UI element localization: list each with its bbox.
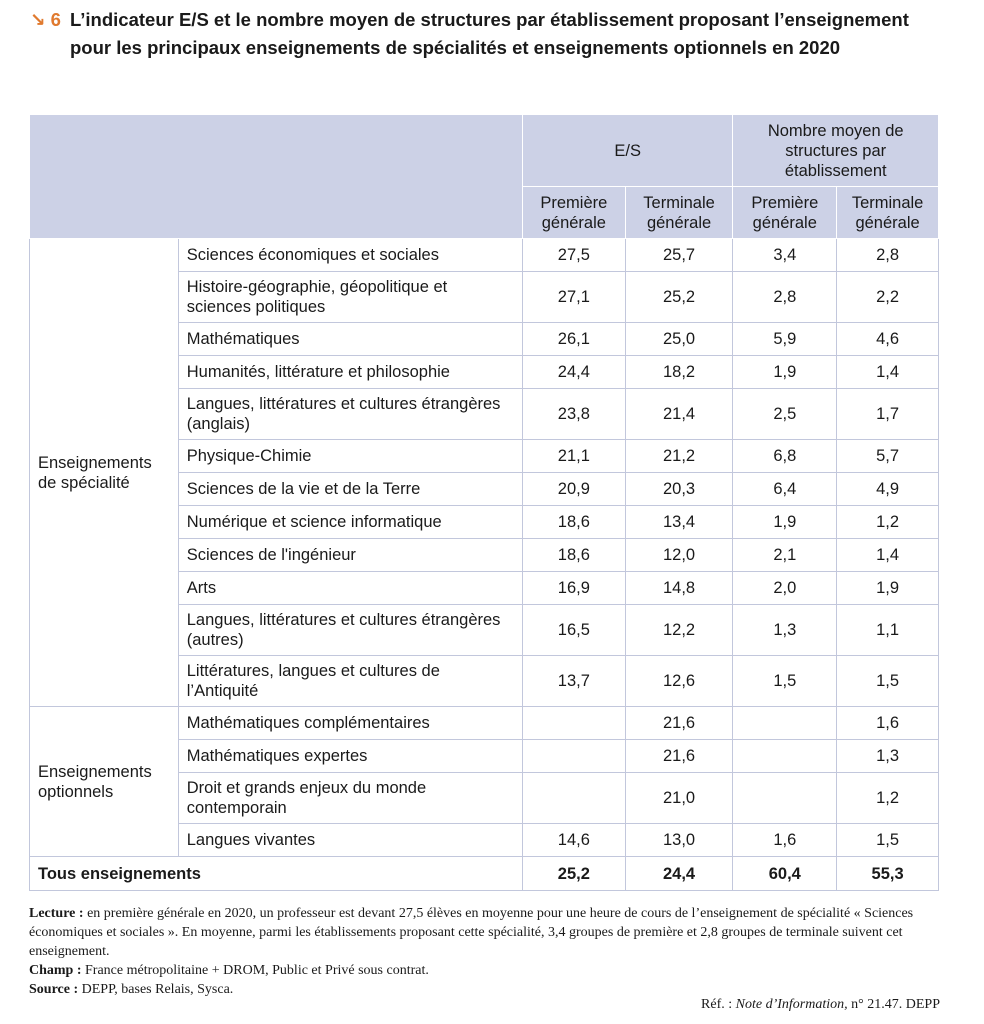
- subject-cell: Physique-Chimie: [178, 440, 522, 473]
- group-label-optionnels: Enseignements optionnels: [30, 707, 179, 857]
- es-terminale-cell: 21,6: [625, 740, 733, 773]
- es-terminale-cell: 12,2: [625, 605, 733, 656]
- total-label: Tous enseignements: [30, 857, 523, 891]
- ref-suffix: n° 21.47. DEPP: [847, 997, 940, 1012]
- es-terminale-cell: 21,0: [625, 773, 733, 824]
- header-blank: [30, 115, 523, 239]
- figure-title: L’indicateur E/S et le nombre moyen de structures par établissement proposant l’enseignement pour les principaux enseignements de spécialités et enseignements optionnels en 2020: [70, 9, 909, 58]
- subject-cell: Numérique et science informatique: [178, 506, 522, 539]
- es-premiere-cell: [522, 740, 625, 773]
- ns-premiere-cell: [733, 740, 837, 773]
- es-premiere-cell: 21,1: [522, 440, 625, 473]
- header-es-terminale: Terminale générale: [625, 187, 733, 239]
- arrow-down-right-icon: ↘: [30, 9, 46, 30]
- total-ns-premiere: 60,4: [733, 857, 837, 891]
- ns-terminale-cell: 1,3: [837, 740, 939, 773]
- ns-premiere-cell: 6,4: [733, 473, 837, 506]
- ns-terminale-cell: 1,2: [837, 506, 939, 539]
- table-row: [30, 707, 939, 740]
- ns-premiere-cell: 2,1: [733, 539, 837, 572]
- ns-terminale-cell: 1,6: [837, 707, 939, 740]
- es-terminale-cell: 21,6: [625, 707, 733, 740]
- ns-terminale-cell: 4,6: [837, 323, 939, 356]
- es-premiere-cell: 23,8: [522, 389, 625, 440]
- lecture-note: [29, 904, 949, 961]
- es-premiere-cell: 24,4: [522, 356, 625, 389]
- source-label: Source :: [29, 982, 79, 997]
- es-premiere-cell: 20,9: [522, 473, 625, 506]
- ns-terminale-cell: 1,5: [837, 656, 939, 707]
- ns-terminale-cell: 1,1: [837, 605, 939, 656]
- es-premiere-cell: 27,1: [522, 272, 625, 323]
- es-premiere-cell: 18,6: [522, 539, 625, 572]
- subject-cell: Humanités, littérature et philosophie: [178, 356, 522, 389]
- ns-premiere-cell: 1,6: [733, 824, 837, 857]
- es-premiere-cell: [522, 773, 625, 824]
- data-table: [29, 114, 939, 891]
- es-terminale-cell: 25,7: [625, 239, 733, 272]
- es-terminale-cell: 12,0: [625, 539, 733, 572]
- es-terminale-cell: 20,3: [625, 473, 733, 506]
- ns-premiere-cell: 2,5: [733, 389, 837, 440]
- ns-terminale-cell: 1,7: [837, 389, 939, 440]
- es-terminale-cell: 21,2: [625, 440, 733, 473]
- es-terminale-cell: 21,4: [625, 389, 733, 440]
- subject-cell: Arts: [178, 572, 522, 605]
- es-premiere-cell: 16,9: [522, 572, 625, 605]
- es-premiere-cell: 16,5: [522, 605, 625, 656]
- ref-italic: Note d’Information,: [735, 997, 848, 1012]
- figure-title-block: [30, 6, 930, 62]
- ns-terminale-cell: 1,9: [837, 572, 939, 605]
- es-terminale-cell: 25,2: [625, 272, 733, 323]
- ns-premiere-cell: 6,8: [733, 440, 837, 473]
- ns-terminale-cell: 1,4: [837, 539, 939, 572]
- subject-cell: Droit et grands enjeux du monde contemporain: [178, 773, 522, 824]
- header-es-premiere: Première générale: [522, 187, 625, 239]
- header-ns-premiere: Première générale: [733, 187, 837, 239]
- ns-terminale-cell: 1,2: [837, 773, 939, 824]
- ns-terminale-cell: 1,4: [837, 356, 939, 389]
- subject-cell: Mathématiques expertes: [178, 740, 522, 773]
- ref-prefix: Réf. :: [701, 997, 736, 1012]
- ns-terminale-cell: 1,5: [837, 824, 939, 857]
- es-premiere-cell: 13,7: [522, 656, 625, 707]
- ns-premiere-cell: 1,9: [733, 356, 837, 389]
- subject-cell: Langues, littératures et cultures étrangères (autres): [178, 605, 522, 656]
- es-premiere-cell: 18,6: [522, 506, 625, 539]
- ns-terminale-cell: 2,8: [837, 239, 939, 272]
- ns-premiere-cell: 1,3: [733, 605, 837, 656]
- header-structures: Nombre moyen de structures par établissement: [733, 115, 939, 187]
- reference: [701, 997, 940, 1013]
- source-text: DEPP, bases Relais, Sysca.: [78, 982, 234, 997]
- es-premiere-cell: 27,5: [522, 239, 625, 272]
- ns-premiere-cell: [733, 773, 837, 824]
- subject-cell: Histoire-géographie, géopolitique et sciences politiques: [178, 272, 522, 323]
- champ-text: France métropolitaine + DROM, Public et Privé sous contrat.: [81, 963, 429, 978]
- ns-terminale-cell: 4,9: [837, 473, 939, 506]
- table-row: [30, 239, 939, 272]
- ns-premiere-cell: [733, 707, 837, 740]
- total-row: [30, 857, 939, 891]
- es-terminale-cell: 13,0: [625, 824, 733, 857]
- es-premiere-cell: 26,1: [522, 323, 625, 356]
- subject-cell: Littératures, langues et cultures de l’Antiquité: [178, 656, 522, 707]
- subject-cell: Sciences de l'ingénieur: [178, 539, 522, 572]
- ns-terminale-cell: 2,2: [837, 272, 939, 323]
- es-terminale-cell: 25,0: [625, 323, 733, 356]
- footnotes: [29, 904, 949, 999]
- figure-number: 6: [50, 9, 61, 30]
- subject-cell: Sciences économiques et sociales: [178, 239, 522, 272]
- ns-premiere-cell: 2,0: [733, 572, 837, 605]
- total-ns-terminale: 55,3: [837, 857, 939, 891]
- es-premiere-cell: [522, 707, 625, 740]
- es-terminale-cell: 14,8: [625, 572, 733, 605]
- subject-cell: Sciences de la vie et de la Terre: [178, 473, 522, 506]
- lecture-label: Lecture :: [29, 906, 84, 921]
- ns-premiere-cell: 5,9: [733, 323, 837, 356]
- es-premiere-cell: 14,6: [522, 824, 625, 857]
- champ-note: [29, 961, 949, 980]
- total-es-premiere: 25,2: [522, 857, 625, 891]
- lecture-text: en première générale en 2020, un professeur est devant 27,5 élèves en moyenne pour une heure de cours de l’enseignement de spécialité « Sciences économiques et sociales ». En moyenne, parmi les établissements proposant cette spécialité, 3,4 groupes de première et 2,8 groupes de terminale suivent cet enseignement.: [29, 906, 914, 959]
- header-ns-terminale: Terminale générale: [837, 187, 939, 239]
- es-terminale-cell: 13,4: [625, 506, 733, 539]
- ns-terminale-cell: 5,7: [837, 440, 939, 473]
- ns-premiere-cell: 2,8: [733, 272, 837, 323]
- subject-cell: Mathématiques: [178, 323, 522, 356]
- champ-label: Champ :: [29, 963, 82, 978]
- ns-premiere-cell: 1,9: [733, 506, 837, 539]
- ns-premiere-cell: 3,4: [733, 239, 837, 272]
- group-label-specialite: Enseignements de spécialité: [30, 239, 179, 707]
- es-terminale-cell: 18,2: [625, 356, 733, 389]
- total-es-terminale: 24,4: [625, 857, 733, 891]
- ns-premiere-cell: 1,5: [733, 656, 837, 707]
- es-terminale-cell: 12,6: [625, 656, 733, 707]
- header-es: E/S: [522, 115, 732, 187]
- subject-cell: Mathématiques complémentaires: [178, 707, 522, 740]
- subject-cell: Langues vivantes: [178, 824, 522, 857]
- subject-cell: Langues, littératures et cultures étrangères (anglais): [178, 389, 522, 440]
